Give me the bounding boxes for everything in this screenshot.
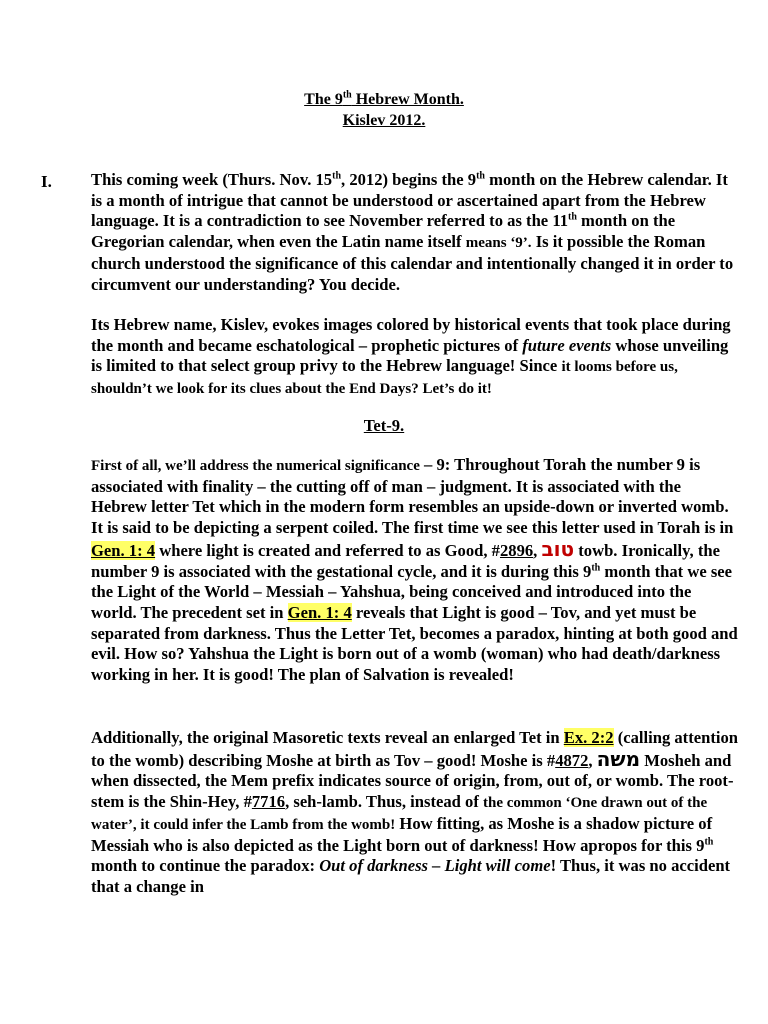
section-number: I.: [41, 172, 52, 191]
paragraph-2: Its Hebrew name, Kislev, evokes images colored by historical events that took place during the month and became eschatological – prophetic pictures of future events whose unveiling is limited to that select group privy to the Hebrew language! Since it looms before us, shouldn’t we look for its clues about the End Days? Let’s do it!: [91, 315, 731, 398]
hebrew-word: משה: [596, 746, 641, 771]
scripture-reference: Ex. 2:2: [563, 728, 614, 747]
paragraph-1: This coming week (Thurs. Nov. 15th, 2012) begins the 9th month on the Hebrew calendar. It is a month of intrigue that cannot be understood or ascertained apart from the Hebrew language. It is a contradiction to see November referred to as the 11th month on the Gregorian calendar, when even the Latin name itself means ‘9’. Is it possible the Roman church understood the significance of this calendar and intentionally changed it in order to circumvent our understanding? You decide.: [91, 170, 734, 294]
scripture-reference: Gen. 1: 4: [287, 602, 352, 622]
scripture-reference: Gen. 1: 4: [91, 540, 156, 560]
section-heading: Tet-9.: [363, 416, 405, 435]
page-title: The 9th Hebrew Month.: [304, 89, 464, 108]
page-subtitle: Kislev 2012.: [342, 112, 426, 129]
paragraph-4: Additionally, the original Masoretic texts reveal an enlarged Tet in Ex. 2:2 (calling attention to the womb) describing Moshe at birth as Tov – good! Moshe is #4872, משה Mosheh and when dissected, the Mem prefix indicates source of origin, from, out of, or womb. The root-stem is the Shin-Hey, #7716, seh-lamb. Thus, instead of the common ‘One drawn out of the water’, it could infer the Lamb from the womb! How fitting, as Moshe is a shadow picture of Messiah who is also depicted as the Light born out of darkness! How apropos for this 9th month to continue the paradox: Out of darkness – Light will come! Thus, it was no accident that a change in: [91, 728, 738, 896]
hebrew-word: טוב: [541, 536, 575, 561]
paragraph-3: First of all, we’ll address the numerical significance – 9: Throughout Torah the number 9 is associated with finality – the cutting off of man – judgment. It is associated with the Hebrew letter Tet which in the modern form resembles an upside-down or inverted womb. It is said to be depicting a serpent coiled. The first time we see this letter used in Torah is in Gen. 1: 4 where light is created and referred to as Good, #2896, טוב towb. Ironically, the number 9 is associated with the gestational cycle, and it is during this 9th month that we see the Light of the World – Messiah – Yahshua, being conceived and introduced into the world. The precedent set in Gen. 1: 4 reveals that Light is good – Tov, and yet must be separated from darkness. Thus the Letter Tet, becomes a paradox, hinting at both good and evil. How so? Yahshua the Light is born out of a womb (woman) who had death/darkness working in her. It is good! The plan of Salvation is revealed!: [91, 455, 738, 685]
